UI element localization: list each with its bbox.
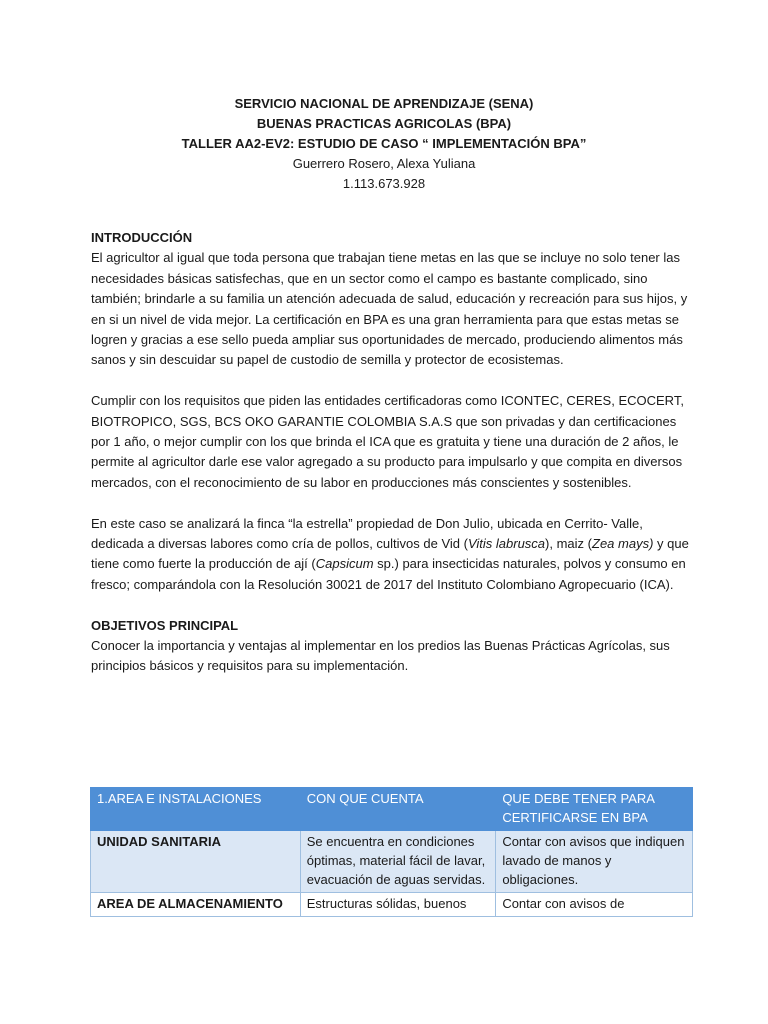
intro-paragraph-3 bbox=[91, 514, 691, 596]
p3-text-g: sp.) para insecticidas naturales, polvos y consumo en fresco; comparándola con la Resolución 30021 de 2017 del Instituto Colombiano Agropecuario (ICA). bbox=[91, 556, 686, 592]
p3-text-a: En este caso se analizará la finca “la estrella” propiedad de Don Julio, ubicada en Cerrito- Valle, dedicada a diversas labores como cría de pollos, cultivos de Vid ( bbox=[91, 515, 643, 552]
author-name: Guerrero Rosero, Alexa Yuliana bbox=[292, 156, 476, 171]
p3-text-c: ), maiz ( bbox=[545, 536, 592, 552]
cell-required: Contar con avisos de bbox=[496, 893, 693, 917]
bpa-requirements-table bbox=[90, 787, 693, 917]
table-row bbox=[91, 831, 693, 893]
cell-required: Contar con avisos que indiquen lavado de manos y obligaciones. bbox=[496, 831, 693, 893]
cell-current: Estructuras sólidas, buenos bbox=[300, 893, 496, 917]
intro-paragraph-2: Cumplir con los requisitos que piden las entidades certificadoras como ICONTEC, CERES, ECOCERT, BIOTROPICO, SGS, BCS OKO GARANTIE COLOMBIA S.A.S que son privadas y dan certificaciones por 1 año, o mejor cumplir con los que brinda el ICA que es gratuita y tiene una duración de 2 años, le permite al agricultor darle ese valor agregado a su producto para impulsarlo y que compita en diversos mercados, con el reconocimiento de su labor en producciones más conscientes y sostenibles. bbox=[91, 393, 684, 490]
intro-paragraph-1: El agricultor al igual que toda persona que trabajan tiene metas en las que se incluye no solo tener las necesidades básicas satisfechas, que en un sector como el campo es bastante complicado, sino también; brindarle a su familia un atención adecuada de salud, educación y recreación para sus hijos, y en si un nivel de vida mejor. La certificación en BPA es una gran herramienta para que estas metas se logren y gracias a ese sello pueda ampliar sus oportunidades de mercado, produciendo alimentos más sanos y sin descuidar su papel de custodio de semilla y protector de ecosistemas. bbox=[91, 250, 688, 368]
p3-text-e: y que tiene como fuerte la producción de ají ( bbox=[91, 536, 689, 572]
objectives-paragraph: Conocer la importancia y ventajas al implementar en los predios las Buenas Prácticas Agrícolas, sus principios básicos y requisitos para su implementación. bbox=[91, 638, 670, 674]
table-header-row bbox=[91, 788, 693, 831]
course-title: BUENAS PRACTICAS AGRICOLAS (BPA) bbox=[256, 116, 512, 131]
column-header-area: 1.AREA E INSTALACIONES bbox=[91, 788, 301, 831]
species-capsicum: Capsicum bbox=[315, 556, 374, 572]
species-vitis: Vitis labrusca bbox=[467, 536, 546, 552]
objectives-heading: OBJETIVOS PRINCIPAL bbox=[91, 617, 239, 633]
workshop-title: TALLER AA2-EV2: ESTUDIO DE CASO “ IMPLEMENTACIÓN BPA” bbox=[181, 136, 587, 151]
cell-current: Se encuentra en condiciones óptimas, material fácil de lavar, evacuación de aguas servidas. bbox=[300, 831, 496, 893]
document-header bbox=[90, 94, 678, 194]
cell-area: AREA DE ALMACENAMIENTO bbox=[91, 893, 301, 917]
document-body bbox=[91, 228, 691, 697]
species-zea: Zea mays) bbox=[592, 536, 654, 552]
column-header-current: CON QUE CUENTA bbox=[300, 788, 496, 831]
column-header-required: QUE DEBE TENER PARA CERTIFICARSE EN BPA bbox=[496, 788, 693, 831]
intro-heading: INTRODUCCIÓN bbox=[91, 230, 193, 245]
id-number: 1.113.673.928 bbox=[342, 176, 426, 191]
table-row bbox=[91, 893, 693, 917]
cell-area: UNIDAD SANITARIA bbox=[91, 831, 301, 893]
institution-title: SERVICIO NACIONAL DE APRENDIZAJE (SENA) bbox=[234, 96, 534, 111]
